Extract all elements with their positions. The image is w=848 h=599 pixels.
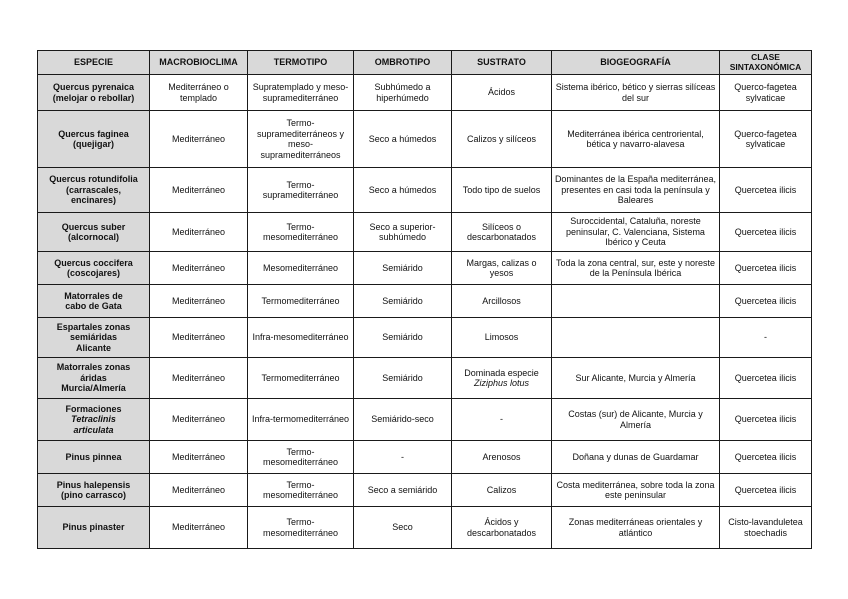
sustrato-cell: Calizos: [452, 474, 552, 507]
table-row: [38, 358, 812, 399]
clase-cell: -: [720, 318, 812, 358]
clase-cell: Quercetea ilicis: [720, 474, 812, 507]
macrobioclima-cell: Mediterráneo o templado: [150, 75, 248, 111]
clase-cell: Quercetea ilicis: [720, 252, 812, 285]
header-row: [38, 51, 812, 75]
macrobioclima-cell: Mediterráneo: [150, 252, 248, 285]
clase-cell: Quercetea ilicis: [720, 168, 812, 213]
species-cell: Quercus faginea (quejigar): [38, 111, 150, 168]
species-cell: Espartales zonas semiáridas Alicante: [38, 318, 150, 358]
species-cell: Matorrales zonas áridas Murcia/Almería: [38, 358, 150, 399]
sustrato-cell: Limosos: [452, 318, 552, 358]
termotipo-cell: Termo-supramediterráneos y meso-supramediterráneos: [248, 111, 354, 168]
ombrotipo-cell: Semiárido: [354, 252, 452, 285]
macrobioclima-cell: Mediterráneo: [150, 474, 248, 507]
sustrato-cell: Ácidos y descarbonatados: [452, 507, 552, 549]
sustrato-cell: Arenosos: [452, 441, 552, 474]
clase-cell: Quercetea ilicis: [720, 213, 812, 252]
ombrotipo-cell: Seco a semiárido: [354, 474, 452, 507]
biogeografia-cell: Dominantes de la España mediterránea, presentes en casi toda la península y Baleares: [552, 168, 720, 213]
species-cell: Pinus pinaster: [38, 507, 150, 549]
species-cell: Quercus pyrenaica (melojar o rebollar): [38, 75, 150, 111]
species-cell: Matorrales de cabo de Gata: [38, 285, 150, 318]
termotipo-cell: Infra-mesomediterráneo: [248, 318, 354, 358]
termotipo-cell: Infra-termomediterráneo: [248, 399, 354, 441]
termotipo-cell: Termomediterráneo: [248, 285, 354, 318]
biogeografia-cell: Costa mediterránea, sobre toda la zona este peninsular: [552, 474, 720, 507]
biogeografia-cell: Sur Alicante, Murcia y Almería: [552, 358, 720, 399]
ombrotipo-cell: Subhúmedo a hiperhúmedo: [354, 75, 452, 111]
macrobioclima-cell: Mediterráneo: [150, 318, 248, 358]
table-row: [38, 213, 812, 252]
termotipo-cell: Termo-mesomediterráneo: [248, 213, 354, 252]
header-biogeografia: BIOGEOGRAFÍA: [552, 51, 720, 75]
ombrotipo-cell: Semiárido: [354, 358, 452, 399]
biogeografia-cell: [552, 318, 720, 358]
clase-cell: Quercetea ilicis: [720, 358, 812, 399]
species-cell: Quercus coccifera (coscojares): [38, 252, 150, 285]
macrobioclima-cell: Mediterráneo: [150, 441, 248, 474]
clase-cell: Quercetea ilicis: [720, 399, 812, 441]
species-cell: Pinus pinnea: [38, 441, 150, 474]
ombrotipo-cell: Seco a húmedos: [354, 111, 452, 168]
macrobioclima-cell: Mediterráneo: [150, 111, 248, 168]
biogeografia-cell: Sistema ibérico, bético y sierras silíceas del sur: [552, 75, 720, 111]
biogeografia-cell: [552, 285, 720, 318]
sustrato-cell: Calizos y silíceos: [452, 111, 552, 168]
table-row: [38, 399, 812, 441]
sustrato-cell: Ácidos: [452, 75, 552, 111]
table-row: [38, 474, 812, 507]
table-row: [38, 285, 812, 318]
biogeografia-cell: Mediterránea ibérica centroriental, bética y navarro-alavesa: [552, 111, 720, 168]
biogeografia-cell: Toda la zona central, sur, este y noreste de la Península Ibérica: [552, 252, 720, 285]
clase-cell: Quercetea ilicis: [720, 285, 812, 318]
ombrotipo-cell: Seco a húmedos: [354, 168, 452, 213]
header-macrobioclima: MACROBIOCLIMA: [150, 51, 248, 75]
sustrato-cell: Dominada especie Ziziphus lotus: [452, 358, 552, 399]
species-table: [37, 50, 812, 549]
clase-cell: Querco-fagetea sylvaticae: [720, 111, 812, 168]
ombrotipo-cell: Semiárido: [354, 318, 452, 358]
ombrotipo-cell: -: [354, 441, 452, 474]
macrobioclima-cell: Mediterráneo: [150, 507, 248, 549]
header-ombrotipo: OMBROTIPO: [354, 51, 452, 75]
species-cell: Quercus rotundifolia (carrascales, encinares): [38, 168, 150, 213]
termotipo-cell: Termo-mesomediterráneo: [248, 507, 354, 549]
species-cell: Formaciones Tetraclinis articulata: [38, 399, 150, 441]
sustrato-cell: Todo tipo de suelos: [452, 168, 552, 213]
termotipo-cell: Mesomediterráneo: [248, 252, 354, 285]
table-row: [38, 507, 812, 549]
biogeografia-cell: Suroccidental, Cataluña, noreste peninsular, C. Valenciana, Sistema Ibérico y Ceuta: [552, 213, 720, 252]
table-row: [38, 441, 812, 474]
biogeografia-cell: Zonas mediterráneas orientales y atlántico: [552, 507, 720, 549]
macrobioclima-cell: Mediterráneo: [150, 358, 248, 399]
ombrotipo-cell: Seco: [354, 507, 452, 549]
biogeografia-cell: Doñana y dunas de Guardamar: [552, 441, 720, 474]
table-row: [38, 168, 812, 213]
macrobioclima-cell: Mediterráneo: [150, 285, 248, 318]
biogeografia-cell: Costas (sur) de Alicante, Murcia y Almería: [552, 399, 720, 441]
sustrato-cell: Margas, calizas o yesos: [452, 252, 552, 285]
termotipo-cell: Termo-mesomediterráneo: [248, 474, 354, 507]
termotipo-cell: Termomediterráneo: [248, 358, 354, 399]
header-especie: ESPECIE: [38, 51, 150, 75]
clase-cell: Cisto-lavanduletea stoechadis: [720, 507, 812, 549]
ombrotipo-cell: Semiárido-seco: [354, 399, 452, 441]
table-row: [38, 318, 812, 358]
species-cell: Pinus halepensis (pino carrasco): [38, 474, 150, 507]
termotipo-cell: Termo-supramediterráneo: [248, 168, 354, 213]
macrobioclima-cell: Mediterráneo: [150, 399, 248, 441]
header-clase-sintaxonomica: CLASE SINTAXONÓMICA: [720, 51, 812, 75]
termotipo-cell: Termo-mesomediterráneo: [248, 441, 354, 474]
table-row: [38, 252, 812, 285]
header-sustrato: SUSTRATO: [452, 51, 552, 75]
sustrato-cell: -: [452, 399, 552, 441]
clase-cell: Querco-fagetea sylvaticae: [720, 75, 812, 111]
species-cell: Quercus suber (alcornocal): [38, 213, 150, 252]
sustrato-cell: Silíceos o descarbonatados: [452, 213, 552, 252]
table-row: [38, 111, 812, 168]
macrobioclima-cell: Mediterráneo: [150, 168, 248, 213]
table-row: [38, 75, 812, 111]
termotipo-cell: Supratemplado y meso-supramediterráneo: [248, 75, 354, 111]
header-termotipo: TERMOTIPO: [248, 51, 354, 75]
ombrotipo-cell: Semiárido: [354, 285, 452, 318]
macrobioclima-cell: Mediterráneo: [150, 213, 248, 252]
sustrato-cell: Arcillosos: [452, 285, 552, 318]
clase-cell: Quercetea ilicis: [720, 441, 812, 474]
ombrotipo-cell: Seco a superior-subhúmedo: [354, 213, 452, 252]
